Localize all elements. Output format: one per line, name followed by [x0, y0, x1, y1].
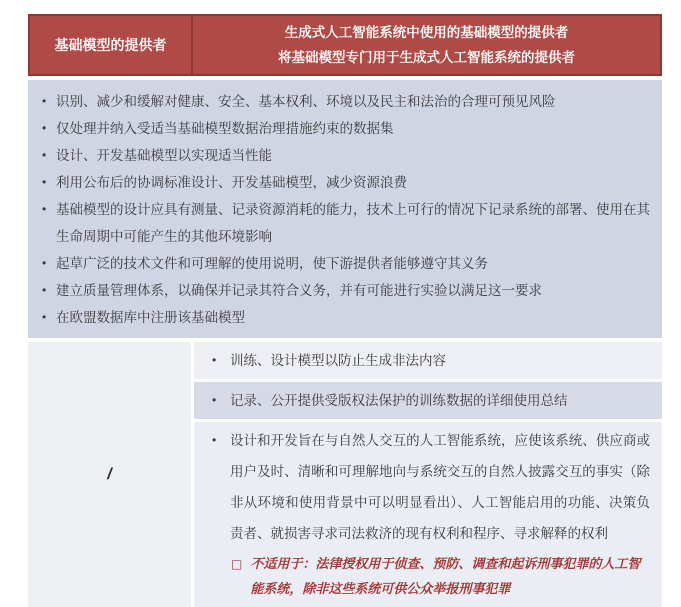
- genai-obligation-text: 设计和开发旨在与自然人交互的人工智能系统，应使该系统、供应商或用户及时、清晰和可理解地向与系统交互的自然人披露交互的事实（除非从环境和使用背景中可以明显看出）、人工智能启用的功能、决策负责者、就损害寻求司法救济的现有权利和程序、寻求解释的权利: [230, 433, 650, 541]
- bullet-icon: •: [42, 121, 47, 135]
- header-cell-genai-provider: [193, 16, 660, 74]
- table-header-row: [28, 14, 662, 76]
- genai-obligation-row: [194, 422, 662, 607]
- obligation-text: 识别、减少和缓解对健康、安全、基本权利、环境以及民主和法治的合理可预见风险: [56, 94, 556, 109]
- genai-obligation-text: 训练、设计模型以防止生成非法内容: [230, 353, 446, 368]
- obligation-text: 设计、开发基础模型以实现适当性能: [56, 148, 272, 163]
- bullet-icon: •: [42, 94, 47, 108]
- obligation-item: [36, 250, 650, 277]
- bullet-icon: •: [212, 393, 217, 407]
- obligation-item: [36, 169, 650, 196]
- bottom-section: [28, 342, 662, 607]
- obligation-item: [36, 196, 650, 250]
- square-bullet-icon: □: [231, 557, 243, 571]
- header-cell-foundation-model-provider: [30, 16, 193, 74]
- slash-mark: /: [107, 465, 112, 483]
- obligation-text: 基础模型的设计应具有测量、记录资源消耗的能力，技术上可行的情况下记录系统的部署、使用在其生命周期中可能产生的其他环境影响: [56, 202, 650, 244]
- genai-obligation-row: [194, 382, 662, 419]
- header-right-line1: 生成式人工智能系统中使用的基础模型的提供者: [284, 25, 569, 40]
- header-left-label: 基础模型的提供者: [54, 37, 167, 53]
- obligation-text: 在欧盟数据库中注册该基础模型: [56, 310, 245, 325]
- bullet-icon: •: [42, 256, 47, 270]
- obligation-text: 仅处理并纳入受适当基础模型数据治理措施约束的数据集: [56, 121, 394, 136]
- obligation-item: [36, 115, 650, 142]
- bullet-icon: •: [42, 148, 47, 162]
- obligation-text: 利用公布后的协调标准设计、开发基础模型，减少资源浪费: [56, 175, 407, 190]
- obligation-text: 起草广泛的技术文件和可理解的使用说明，使下游提供者能够遵守其义务: [56, 256, 488, 271]
- obligation-item: [36, 142, 650, 169]
- bullet-icon: •: [42, 175, 47, 189]
- shared-obligations-section: [28, 80, 662, 338]
- obligation-item: [36, 304, 650, 331]
- genai-obligation-text: 记录、公开提供受版权法保护的训练数据的详细使用总结: [230, 393, 568, 408]
- bullet-icon: •: [212, 433, 217, 447]
- obligation-text: 建立质量管理体系，以确保并记录其符合义务，并有可能进行实验以满足这一要求: [56, 283, 542, 298]
- obligation-item: [36, 277, 650, 304]
- bullet-icon: •: [42, 283, 47, 297]
- genai-obligation-row: [194, 342, 662, 379]
- bullet-icon: •: [42, 202, 47, 216]
- header-right-line2: 将基础模型专门用于生成式人工智能系统的提供者: [278, 50, 575, 65]
- bullet-icon: •: [42, 310, 47, 324]
- not-applicable-cell: [28, 342, 191, 607]
- not-applicable-note: [230, 552, 650, 602]
- obligations-table: [28, 14, 662, 607]
- genai-obligations-column: [194, 342, 662, 607]
- bullet-icon: •: [212, 353, 217, 367]
- obligation-item: [36, 88, 650, 115]
- not-applicable-note-text: 不适用于：法律授权用于侦查、预防、调查和起诉刑事犯罪的人工智能系统，除非这些系统可供公众举报刑事犯罪: [250, 557, 641, 597]
